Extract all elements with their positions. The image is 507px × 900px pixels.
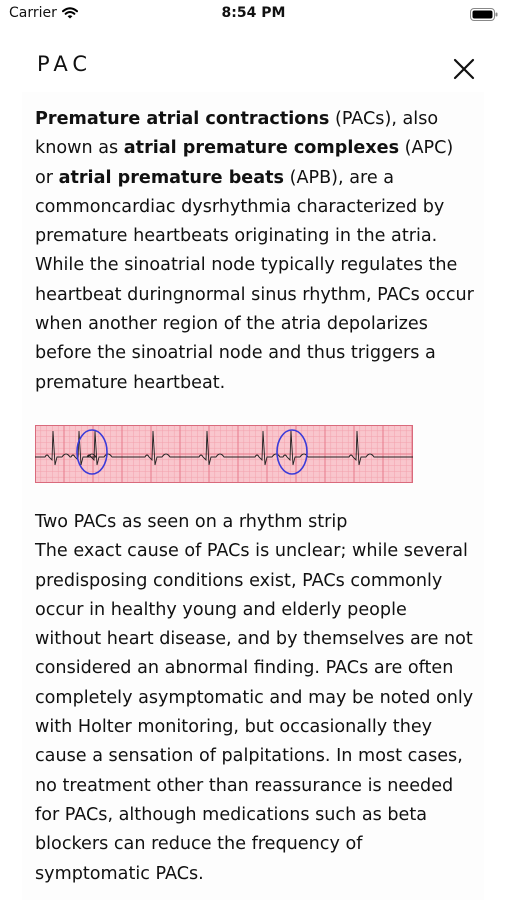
- status-time: 8:54 PM: [221, 5, 286, 21]
- intro-term: Premature atrial contractions: [35, 109, 330, 129]
- intro-text: (APC) or: [35, 138, 454, 188]
- status-bar: [0, 0, 507, 28]
- body-paragraph: [35, 508, 475, 889]
- ecg-rhythm-strip-image: [35, 425, 413, 483]
- intro-term: atrial premature beats: [58, 167, 284, 188]
- intro-paragraph: [35, 105, 475, 398]
- intro-text: (PACs), also known as: [35, 109, 439, 159]
- intro-term: atrial premature complexes: [123, 138, 400, 159]
- intro-text: (APB), are a commoncardiac dysrhythmia characterized by premature heartbeats originating in the atria. While the sinoatrial node typically regulates the heartbeat duringnormal sinus rhythm, PACs occur when another region of the atria depolarizes before the sinoatrial node and thus triggers a premature heartbeat.: [35, 167, 474, 393]
- battery-icon: [470, 8, 498, 21]
- figure-caption: Two PACs as seen on a rhythm strip: [35, 512, 348, 532]
- body-text: The exact cause of PACs is unclear; while several predisposing conditions exist, PACs commonly occur in healthy young and elderly people without heart disease, and by themselves are not considered an abnormal finding. PACs are often completely asymptomatic and may be noted only with Holter monitoring, but occasionally they cause a sensation of palpitations. In most cases, no treatment other than reassurance is needed for PACs, although medications such as beta blockers can reduce the frequency of symptomatic PACs.: [35, 541, 474, 884]
- close-icon[interactable]: [450, 55, 478, 83]
- page-title: PAC: [37, 52, 92, 76]
- carrier-label: Carrier: [9, 5, 57, 21]
